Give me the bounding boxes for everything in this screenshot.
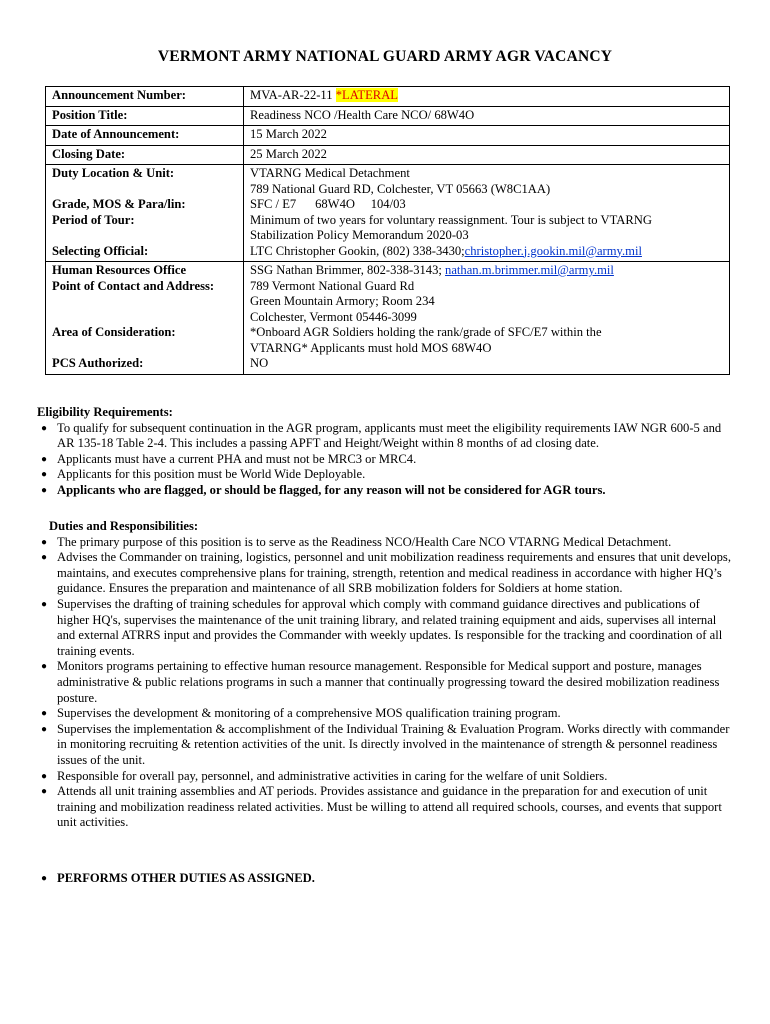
poc-name: SSG Nathan Brimmer, 802-338-3143; xyxy=(250,263,446,277)
bullet-dot-icon: ● xyxy=(41,723,48,735)
area-line-2: VTARNG* Applicants must hold MOS 68W4O xyxy=(250,340,492,355)
other-duties-list xyxy=(37,871,732,887)
bullet-dot-icon: ● xyxy=(41,552,48,564)
selecting-official-name: LTC Christopher Gookin, (802) 338-3430; xyxy=(250,243,465,258)
list-item: ● Applicants must have a current PHA and must not be MRC3 or MRC4. xyxy=(41,451,417,466)
address-line-1: 789 Vermont National Guard Rd xyxy=(250,278,415,293)
row-date-of-announcement xyxy=(46,126,730,146)
duty-address: 789 National Guard RD, Colchester, VT 05663 (W8C1AA) xyxy=(250,181,551,196)
label-date-of-announcement: Date of Announcement: xyxy=(46,126,244,146)
list-item: ● Attends all unit training assemblies and AT periods. Provides assistance and guidance in the preparation for and execution of unit training and mobilization readiness related activities. Must be willing to attend all required schools, courses, and events that support unit activities. xyxy=(41,784,722,830)
document-title: VERMONT ARMY NATIONAL GUARD ARMY AGR VACANCY xyxy=(157,48,613,65)
label-poc-address: Point of Contact and Address: xyxy=(52,278,215,293)
bullet-dot-icon: ● xyxy=(41,708,48,720)
duties-section xyxy=(37,519,732,831)
bullet-dot-icon: ● xyxy=(41,770,48,782)
list-item: ● Applicants for this position must be World Wide Deployable. xyxy=(41,467,366,482)
list-item: ● Responsible for overall pay, personnel, and administrative activities in caring for the welfare of unit Soldiers. xyxy=(41,768,608,783)
label-position-title: Position Title: xyxy=(46,106,244,126)
eligibility-heading: Eligibility Requirements: xyxy=(37,405,173,419)
list-item: ● The primary purpose of this position is to serve as the Readiness NCO/Health Care NCO VTARNG Medical Detachment. xyxy=(41,534,672,549)
list-item: ● Supervises the implementation & accomplishment of the Individual Training & Evaluation Program. Works directly with commander in monitoring recruiting & retention activities of the unit. Is directly involved in the maintenance of strength & personnel readiness issues of the unit. xyxy=(41,721,730,767)
list-item: ● Supervises the development & monitoring of a comprehensive MOS qualification training program. xyxy=(41,706,561,721)
list-item xyxy=(37,871,732,887)
bullet-dot-icon: ● xyxy=(41,536,48,548)
label-duty-location: Duty Location & Unit: xyxy=(52,166,175,180)
bullet-dot-icon: ● xyxy=(41,469,48,481)
row-location-group xyxy=(46,165,730,262)
list-item: ● Monitors programs pertaining to effective human resource management. Responsible for Medical support and posture, manages administrative & public relations programs in such a manner that continually progressing toward the desired mobilization readiness posture. xyxy=(41,659,720,705)
label-selecting-official: Selecting Official: xyxy=(52,243,149,258)
address-line-3: Colchester, Vermont 05446-3099 xyxy=(250,309,417,324)
label-pcs-authorized: PCS Authorized: xyxy=(52,356,144,370)
row-announcement-number xyxy=(46,87,730,107)
selecting-official-email-link[interactable]: christopher.j.gookin.mil@army.mil xyxy=(464,243,642,258)
duties-list xyxy=(37,535,732,831)
value-position-title: Readiness NCO /Health Care NCO/ 68W4O xyxy=(244,106,730,126)
bullet-dot-icon: ● xyxy=(41,661,48,673)
bullet-dot-icon: ● xyxy=(41,598,48,610)
values-hr-group xyxy=(244,262,730,375)
label-closing-date: Closing Date: xyxy=(46,145,244,165)
other-duties-text: PERFORMS OTHER DUTIES AS ASSIGNED. xyxy=(57,871,315,885)
pcs-value: NO xyxy=(250,356,269,370)
duty-unit: VTARNG Medical Detachment xyxy=(250,166,410,180)
labels-location-group xyxy=(46,165,244,262)
bullet-dot-icon: ● xyxy=(41,484,48,496)
other-duties-section xyxy=(37,871,732,887)
row-position-title xyxy=(46,106,730,126)
grade-mos-value: SFC / E7 68W4O 104/03 xyxy=(250,197,406,211)
duties-heading: Duties and Responsibilities: xyxy=(49,519,199,533)
area-line-1: *Onboard AGR Soldiers holding the rank/grade of SFC/E7 within the xyxy=(250,325,602,339)
row-hr-group xyxy=(46,262,730,375)
row-closing-date xyxy=(46,145,730,165)
selecting-official-value xyxy=(250,244,724,260)
values-location-group xyxy=(244,165,730,262)
eligibility-section xyxy=(37,405,732,499)
eligibility-list xyxy=(37,421,732,499)
lateral-tag: *LATERAL xyxy=(335,88,398,102)
labels-hr-group xyxy=(46,262,244,375)
list-item: ● Applicants who are flagged, or should be flagged, for any reason will not be considered for AGR tours. xyxy=(41,482,606,497)
value-date-of-announcement: 15 March 2022 xyxy=(244,126,730,146)
list-item: ● Advises the Commander on training, logistics, personnel and unit mobilization readiness requirements and ensures that unit develops, maintains, and executes comprehensive plans for training, strength, retention and medical readiness in accordance with higher HQ’s guidance. Ensures the preparation and maintenance of all SRB mobilization folders for Soldiers at home station. xyxy=(41,550,731,596)
label-grade-mos: Grade, MOS & Para/lin: xyxy=(52,197,186,211)
value-announcement-number xyxy=(244,87,730,107)
bullet-dot-icon: ● xyxy=(41,422,48,434)
value-closing-date: 25 March 2022 xyxy=(244,145,730,165)
label-area-of-consideration: Area of Consideration: xyxy=(52,325,176,339)
period-of-tour-line-1: Minimum of two years for voluntary reassignment. Tour is subject to VTARNG xyxy=(250,212,652,227)
address-line-2: Green Mountain Armory; Room 234 xyxy=(250,294,435,308)
period-of-tour-line-2: Stabilization Policy Memorandum 2020-03 xyxy=(250,228,469,242)
bullet-dot-icon: ● xyxy=(41,453,48,465)
bullet-dot-icon: ● xyxy=(41,873,48,884)
poc-line xyxy=(250,263,724,279)
label-period-of-tour: Period of Tour: xyxy=(52,212,135,227)
vacancy-info-table xyxy=(45,86,730,375)
list-item: ● Supervises the drafting of training schedules for approval which comply with command guidance directives and publications of higher HQ's, supervises the maintenance of the unit training library, and related training equipment and aids, supervises all internal and external ATRRS input and provides the Commander with weekly updates. Is responsible for the tracking and coordination of all training events. xyxy=(41,596,723,658)
announcement-number: MVA-AR-22-11 xyxy=(250,88,333,102)
bullet-dot-icon: ● xyxy=(41,786,48,798)
poc-email-link[interactable]: nathan.m.brimmer.mil@army.mil xyxy=(445,263,614,277)
label-announcement-number: Announcement Number: xyxy=(46,87,244,107)
label-hr-office: Human Resources Office xyxy=(52,263,187,277)
list-item: ● To qualify for subsequent continuation in the AGR program, applicants must meet the eligibility requirements IAW NGR 600-5 and AR 135-18 Table 2-4. This includes a passing APFT and Height/Weight within 8 months of ad closing date. xyxy=(41,420,722,451)
